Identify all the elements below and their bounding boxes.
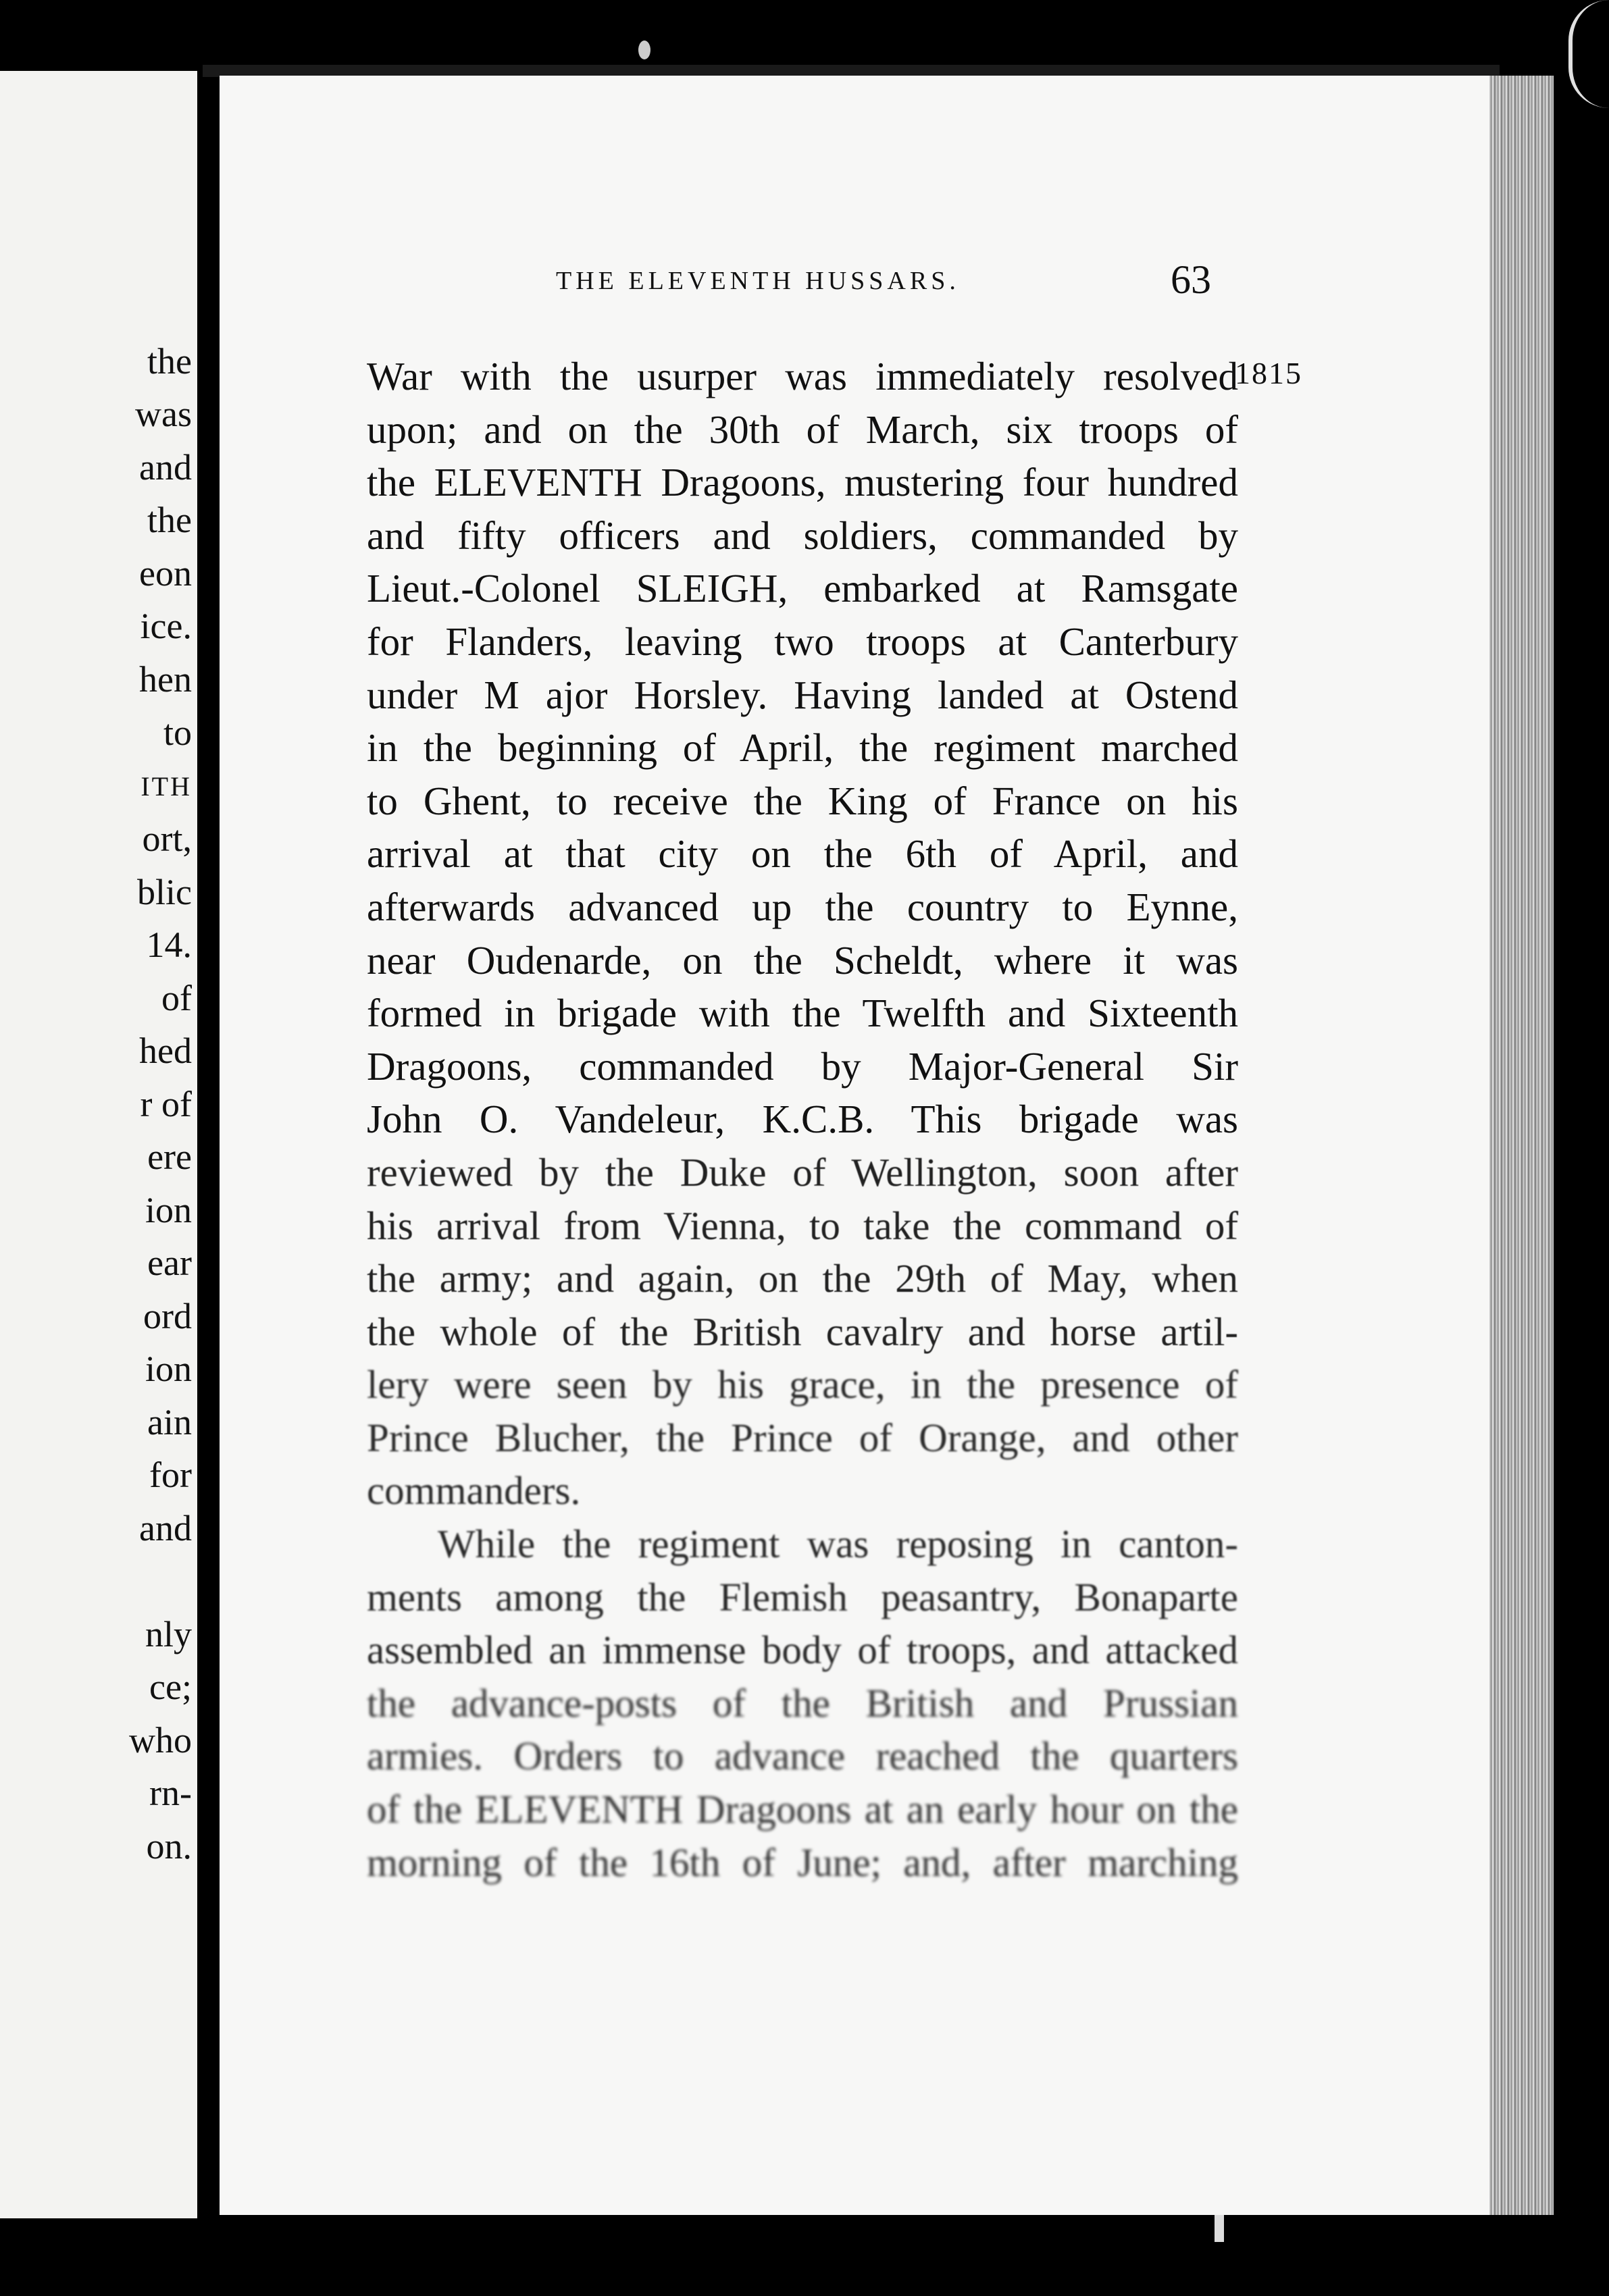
- text-line: under M ajor Horsley. Having landed at Ostend: [367, 672, 1238, 717]
- text-line: Lieut.-Colonel SLEIGH, embarked at Ramsgate: [367, 566, 1238, 611]
- running-head: [347, 257, 1211, 311]
- left-fragment: blic: [137, 872, 192, 912]
- left-fragment: ice.: [140, 606, 192, 646]
- text-line: While the regiment was reposing in canton-: [438, 1521, 1238, 1567]
- text-line: the whole of the British cavalry and horse artil-: [367, 1309, 1238, 1354]
- left-fragment: on.: [146, 1826, 192, 1867]
- running-head-title: THE ELEVENTH HUSSARS.: [556, 267, 960, 295]
- left-fragment: ord: [143, 1296, 192, 1336]
- text-line: commanders.: [367, 1468, 581, 1513]
- left-fragment: nly: [145, 1614, 192, 1654]
- page-number: 63: [1171, 257, 1211, 302]
- left-fragment: was: [135, 394, 192, 434]
- page-curl: [1568, 0, 1609, 108]
- text-line: morning of the 16th of June; and, after marching: [367, 1840, 1238, 1885]
- text-line: reviewed by the Duke of Wellington, soon after: [367, 1149, 1238, 1195]
- text-line: of the ELEVENTH Dragoons at an early hour on the: [367, 1787, 1238, 1832]
- text-line: War with the usurper was immediately resolved: [367, 354, 1238, 398]
- left-fragment: the: [147, 341, 192, 382]
- left-fragment: r of: [140, 1084, 192, 1124]
- text-line: in the beginning of April, the regiment marched: [367, 725, 1238, 771]
- left-page: [0, 71, 197, 2218]
- left-fragment: ear: [147, 1243, 192, 1283]
- text-line: upon; and on the 30th of March, six troops of: [367, 407, 1238, 452]
- text-line: for Flanders, leaving two troops at Canterbury: [367, 619, 1238, 664]
- text-line: lery were seen by his grace, in the presence of: [367, 1362, 1238, 1407]
- text-line: his arrival from Vienna, to take the command of: [367, 1203, 1238, 1248]
- left-fragment: ere: [147, 1137, 192, 1177]
- left-fragment: ort,: [142, 818, 192, 859]
- left-fragment: for: [149, 1455, 192, 1495]
- text-line: assembled an immense body of troops, and attacked: [367, 1627, 1238, 1673]
- left-fragment: ain: [147, 1402, 192, 1442]
- left-fragment: hed: [139, 1030, 192, 1071]
- left-fragment: hen: [139, 659, 192, 700]
- left-fragment: who: [129, 1720, 192, 1760]
- left-fragment: ion: [145, 1190, 192, 1230]
- text-line: Prince Blucher, the Prince of Orange, and other: [367, 1415, 1238, 1460]
- text-line: the army; and again, on the 29th of May, when: [367, 1256, 1238, 1301]
- left-fragment: ce;: [149, 1667, 192, 1707]
- text-line: to Ghent, to receive the King of France on his: [367, 778, 1238, 823]
- scan-speck: [638, 41, 650, 59]
- left-fragment: to: [163, 712, 192, 753]
- text-line: afterwards advanced up the country to Eynne,: [367, 884, 1238, 929]
- text-line: and fifty officers and soldiers, commanded by: [367, 513, 1238, 558]
- left-fragment: the: [147, 500, 192, 540]
- left-fragment: ion: [145, 1349, 192, 1389]
- left-fragment: 14.: [146, 924, 192, 965]
- text-line: ments among the Flemish peasantry, Bonaparte: [367, 1574, 1238, 1619]
- page-edges: [1489, 76, 1554, 2215]
- left-fragment: ITH: [141, 771, 192, 802]
- text-line: the advance-posts of the British and Prussian: [367, 1680, 1238, 1725]
- text-line: formed in brigade with the Twelfth and Sixteenth: [367, 991, 1238, 1036]
- text-line: arrival at that city on the 6th of April, and: [367, 831, 1238, 877]
- text-line: near Oudenarde, on the Scheldt, where it was: [367, 937, 1238, 983]
- left-fragment: of: [161, 978, 192, 1018]
- scan-speck: [1215, 2215, 1224, 2242]
- text-line: armies. Orders to advance reached the quarters: [367, 1733, 1238, 1779]
- left-fragment: and: [139, 447, 192, 488]
- body-text: [367, 350, 1238, 1889]
- text-line: the ELEVENTH Dragoons, mustering four hundred: [367, 460, 1238, 505]
- left-fragment: eon: [139, 553, 192, 594]
- left-fragment: and: [139, 1508, 192, 1548]
- text-line: John O. Vandeleur, K.C.B. This brigade was: [367, 1097, 1238, 1142]
- left-fragment: rn-: [149, 1773, 192, 1813]
- text-line: Dragoons, commanded by Major-General Sir: [367, 1043, 1238, 1089]
- margin-year: 1815: [1235, 356, 1302, 390]
